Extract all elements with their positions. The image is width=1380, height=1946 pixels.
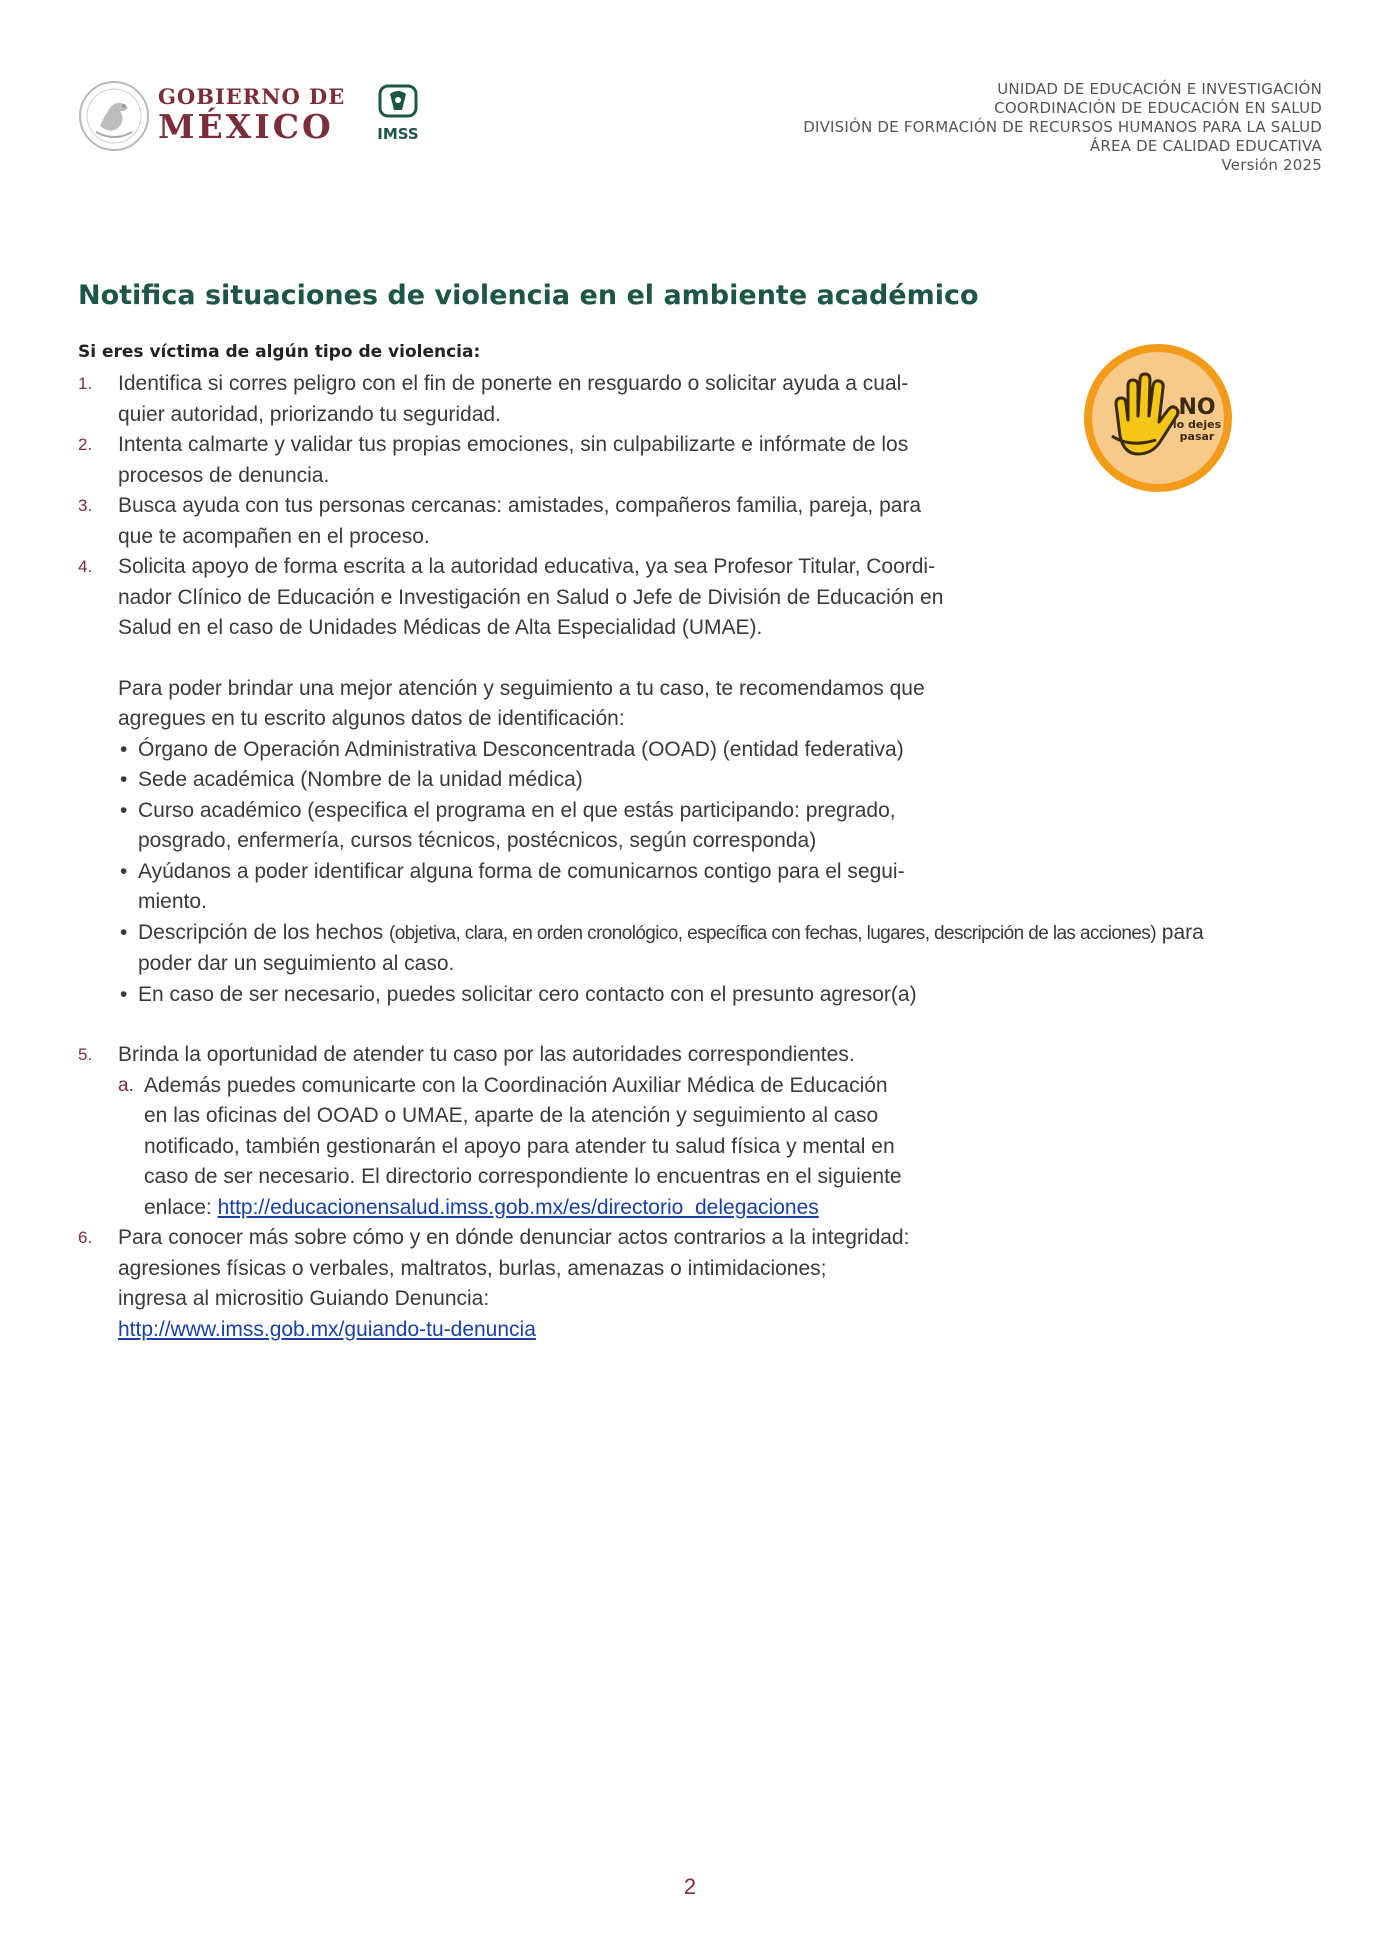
list-text: Intenta calmarte y validar tus propias emociones, sin culpabilizarte e infórmate de los — [118, 433, 909, 456]
bullet-text: • Ayúdanos a poder identificar alguna forma de comunicarnos contigo para el segui- — [138, 859, 905, 883]
recommend-text: Para poder brindar una mejor atención y seguimiento a tu caso, te recomendamos que — [118, 676, 925, 700]
header-line: UNIDAD DE EDUCACIÓN E INVESTIGACIÓN — [997, 80, 1322, 98]
sub-item-text: en las oficinas del OOAD o UMAE, aparte de la atención y seguimiento al caso — [144, 1104, 879, 1127]
list-text: Busca ayuda con tus personas cercanas: amistades, compañeros familia, pareja, para — [118, 494, 922, 517]
bullet-text: • Órgano de Operación Administrativa Desconcentrada (OOAD) (entidad federativa) — [138, 737, 904, 761]
sub-item-text: Además puedes comunicarte con la Coordinación Auxiliar Médica de Educación — [144, 1073, 888, 1097]
bullet-text: • Curso académico (especifica el programa en el que estás participando: pregrado, — [138, 798, 896, 822]
header-version: Versión 2025 — [1221, 156, 1322, 174]
bullet-item — [118, 796, 1338, 857]
list-item — [78, 369, 1338, 430]
list-text: que te acompañen en el proceso. — [118, 524, 430, 548]
list-item — [78, 552, 1338, 644]
list-number: 6. — [78, 1228, 93, 1247]
bullet-item — [118, 765, 1338, 796]
bullet-item — [118, 857, 1338, 918]
list-number: 4. — [78, 557, 93, 576]
bullet-item — [118, 980, 1338, 1011]
sub-item-text: notificado, también gestionarán el apoyo para atender tu salud física y mental en — [144, 1134, 895, 1158]
imss-label: IMSS — [377, 125, 419, 143]
gov-line2: MÉXICO — [158, 107, 334, 146]
guiando-denuncia-link[interactable]: http://www.imss.gob.mx/guiando-tu-denuncia — [118, 1317, 536, 1341]
bullet-text: • Sede académica (Nombre de la unidad médica) — [138, 768, 583, 791]
bullet-text: miento. — [138, 890, 207, 913]
list-text: ingresa al micrositio Guiando Denuncia: — [118, 1287, 490, 1310]
list-number: 5. — [78, 1045, 93, 1064]
sub-item — [118, 1071, 1338, 1224]
bullet-tail: para — [1155, 920, 1204, 944]
badge-line2: lo dejes — [1172, 418, 1222, 431]
link-prefix: enlace: — [144, 1195, 218, 1219]
list-text: agresiones físicas o verbales, maltratos, burlas, amenazas o intimidaciones; — [118, 1256, 827, 1280]
bullet-item — [118, 735, 1338, 766]
national-seal-icon — [78, 78, 150, 156]
list-number: 2. — [78, 435, 93, 454]
gov-line1: GOBIERNO DE — [158, 84, 346, 109]
sub-item-letter: a. — [118, 1074, 134, 1096]
list-text: procesos de denuncia. — [118, 463, 330, 487]
list-text: Salud en el caso de Unidades Médicas de Alta Especialidad (UMAE). — [118, 616, 763, 639]
bullet-details: (objetiva, clara, en orden cronológico, específica con fechas, lugares, descripción de las acciones) — [388, 922, 1156, 944]
list-text: Para conocer más sobre cómo y en dónde denunciar actos contrarios a la integridad: — [118, 1226, 910, 1249]
bullet-item — [118, 918, 1338, 980]
recommendation-block — [78, 674, 1338, 1011]
sub-item-text: caso de ser necesario. El directorio correspondiente lo encuentras en el siguiente — [144, 1165, 902, 1188]
header-line: ÁREA DE CALIDAD EDUCATIVA — [1089, 137, 1322, 155]
section-subtitle: Si eres víctima de algún tipo de violencia: — [78, 342, 481, 362]
list-number: 3. — [78, 496, 93, 515]
list-text: Brinda la oportunidad de atender tu caso por las autoridades correspondientes. — [118, 1043, 855, 1066]
page-title: Notifica situaciones de violencia en el ambiente académico — [78, 280, 979, 311]
bullet-lead: Descripción de los hechos — [138, 920, 389, 944]
list-text: nador Clínico de Educación e Investigación en Salud o Jefe de División de Educación en — [118, 585, 944, 609]
bullet-text: • En caso de ser necesario, puedes solicitar cero contacto con el presunto agresor(a) — [138, 982, 917, 1006]
imss-logo-icon — [372, 84, 424, 144]
header-institution-lines — [803, 80, 1322, 175]
badge-no: NO — [1178, 395, 1216, 420]
list-item — [78, 1223, 1338, 1345]
list-number: 1. — [78, 374, 93, 393]
bullet-text: posgrado, enfermería, cursos técnicos, postécnicos, según corresponda) — [138, 829, 817, 852]
main-content — [78, 369, 1338, 1345]
list-text: quier autoridad, priorizando tu seguridad. — [118, 402, 501, 426]
list-item — [78, 430, 1338, 491]
badge-line3: pasar — [1179, 430, 1215, 443]
bullet-text: poder dar un seguimiento al caso. — [138, 952, 455, 975]
page-number: 2 — [683, 1874, 697, 1899]
list-text: Identifica si corres peligro con el fin de ponerte en resguardo o solicitar ayuda a cual- — [118, 372, 909, 395]
header-line: COORDINACIÓN DE EDUCACIÓN EN SALUD — [994, 99, 1322, 117]
directorio-link[interactable]: http://educacionensalud.imss.gob.mx/es/directorio_delegaciones — [217, 1195, 819, 1219]
recommend-text: agregues en tu escrito algunos datos de identificación: — [118, 707, 625, 730]
header-line: DIVISIÓN DE FORMACIÓN DE RECURSOS HUMANOS PARA LA SALUD — [803, 118, 1322, 136]
list-item — [78, 1040, 1338, 1223]
list-item — [78, 491, 1338, 552]
list-text: Solicita apoyo de forma escrita a la autoridad educativa, ya sea Profesor Titular, Coordi- — [118, 555, 936, 578]
